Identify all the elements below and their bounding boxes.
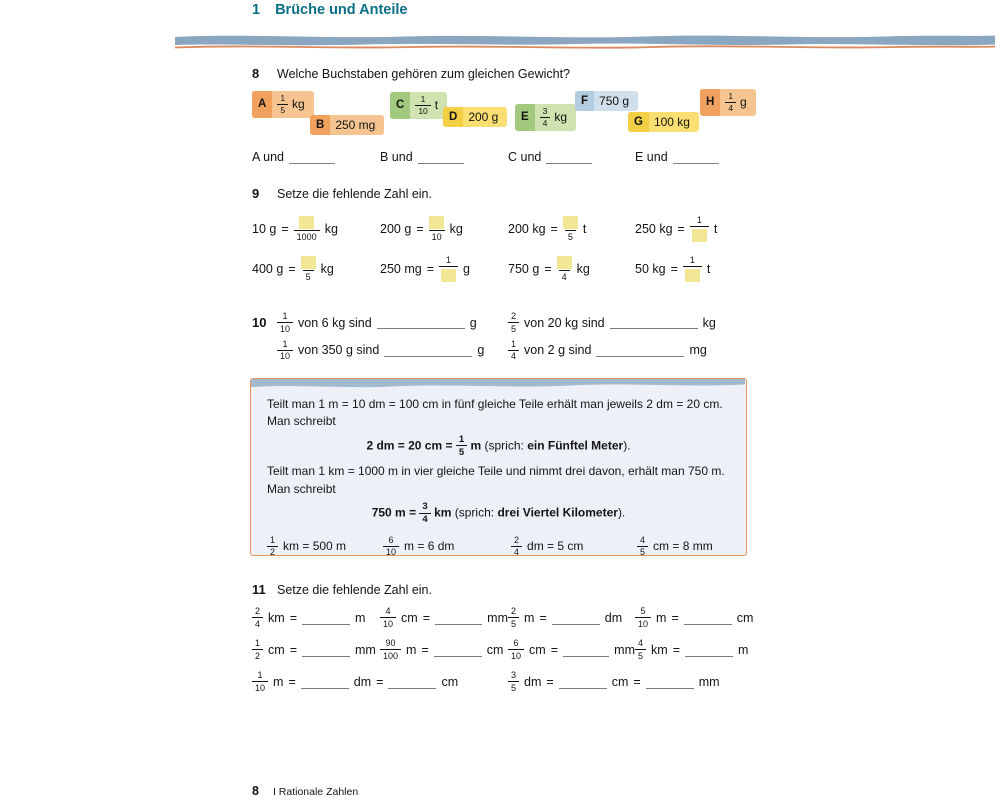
conversion-item <box>508 607 635 629</box>
exercise-number: 11 <box>252 582 266 597</box>
example-text: m = 6 dm <box>404 538 455 553</box>
equation-lhs: 200 g <box>380 222 412 236</box>
chapter-number: 1 <box>252 2 261 18</box>
answer-blank[interactable] <box>673 151 719 164</box>
example-item <box>383 536 511 558</box>
fraction: 6 10 <box>508 639 524 661</box>
fraction: 2 5 <box>508 312 519 334</box>
exercise-10 <box>252 312 716 361</box>
answer-blank[interactable] <box>685 644 733 657</box>
equation-lhs: 400 g <box>252 262 284 276</box>
decorative-wave-band <box>175 31 995 51</box>
tag-value: 200 g <box>468 110 499 124</box>
equation-item <box>252 256 380 282</box>
footer-page-number: 8 <box>252 784 259 798</box>
weight-tag-f <box>575 91 638 111</box>
equation-item <box>252 216 380 242</box>
equation-lhs: 50 kg <box>635 262 666 276</box>
equals-sign: = <box>539 611 547 625</box>
fraction: 1 10 <box>252 671 268 693</box>
result-unit: dm <box>353 675 372 689</box>
equation-unit: g <box>463 262 470 276</box>
fraction: 1 <box>683 256 702 282</box>
formula-lhs: 750 m = <box>371 505 417 520</box>
unit: m <box>524 611 535 625</box>
result-unit: dm <box>604 611 623 625</box>
equation-unit: kg <box>324 222 338 236</box>
exercise-11-row-1 <box>252 605 753 631</box>
equation-unit: t <box>713 222 718 236</box>
equation-item <box>635 216 717 242</box>
result-unit: mm <box>614 643 635 657</box>
fraction: 2 4 <box>252 607 263 629</box>
fraction: 1 10 <box>277 312 293 334</box>
formula-lhs: 2 dm = 20 cm = <box>366 438 453 453</box>
info-text-line: Teilt man 1 m = 10 dm = 100 cm in fünf gleiche Teile erhält man jeweils 2 dm = 20 cm. <box>267 397 723 411</box>
formula-unit: m <box>470 438 482 453</box>
answer-blank[interactable] <box>301 676 349 689</box>
answer-item <box>380 150 508 164</box>
equals-sign: = <box>672 643 680 657</box>
answer-blank[interactable] <box>377 316 465 329</box>
info-text-line: Man schreibt <box>267 481 336 496</box>
answer-box[interactable] <box>299 216 314 229</box>
result-unit: mm <box>487 611 508 625</box>
answer-blank[interactable] <box>388 676 436 689</box>
fraction: 1 10 <box>277 340 293 362</box>
portion-item <box>508 340 716 362</box>
result-unit: mm <box>355 643 376 657</box>
tag-letter: D <box>443 107 463 127</box>
result-unit: m <box>355 611 366 625</box>
tag-unit: t <box>434 98 439 113</box>
equals-sign: = <box>670 262 678 276</box>
exercise-10-row-2 <box>252 340 716 362</box>
result-unit: cm <box>486 643 504 657</box>
result-unit: cm <box>736 611 754 625</box>
equation-item <box>635 256 717 282</box>
answer-blank[interactable] <box>289 151 335 164</box>
equals-sign: = <box>289 611 297 625</box>
equals-sign: = <box>422 611 430 625</box>
formula-end: ). <box>623 438 631 453</box>
unit: dm <box>524 675 542 689</box>
formula-name: drei Viertel Kilometer <box>497 505 618 520</box>
answer-box[interactable] <box>441 269 456 282</box>
chapter-heading <box>252 2 407 18</box>
answer-blank[interactable] <box>610 316 698 329</box>
equals-sign: = <box>550 222 558 236</box>
tag-letter: A <box>252 91 272 118</box>
weight-tag-b <box>310 115 384 135</box>
conversion-item <box>380 607 508 629</box>
fraction: $\frac{3}{4}$ <box>419 502 430 525</box>
equals-sign: = <box>671 611 679 625</box>
exercise-prompt: Setze die fehlende Zahl ein. <box>277 187 432 201</box>
answer-blank[interactable] <box>596 344 684 357</box>
exercise-11 <box>252 582 753 695</box>
portion-text: von 350 g sind <box>298 343 380 358</box>
answer-blank[interactable] <box>384 344 472 357</box>
formula-2 <box>267 502 730 525</box>
tag-unit: g <box>740 95 747 110</box>
weight-tag-c <box>390 92 447 119</box>
answer-label: E und <box>635 150 668 164</box>
conversion-item <box>252 671 508 693</box>
equation-item <box>508 256 635 282</box>
answer-blank[interactable] <box>563 644 609 657</box>
equals-sign: = <box>546 675 554 689</box>
equals-sign: = <box>416 222 424 236</box>
answer-box[interactable] <box>692 229 707 242</box>
formula-sprich: (sprich: <box>454 505 495 520</box>
exercise-11-prompt-row <box>252 582 753 597</box>
tag-letter: E <box>515 104 535 131</box>
answer-blank[interactable] <box>646 676 694 689</box>
weight-tag-e <box>515 104 576 131</box>
answer-label: A und <box>252 150 284 164</box>
example-item <box>511 536 637 558</box>
exercise-10-row-1 <box>252 312 716 334</box>
portion-item <box>277 340 508 362</box>
exercise-9-row-2 <box>252 251 717 287</box>
formula-sprich: (sprich: <box>484 438 524 453</box>
info-text-line: Man schreibt <box>267 414 336 429</box>
conversion-item <box>508 639 635 661</box>
fraction: 4 5 <box>635 639 646 661</box>
example-text: km = 500 m <box>283 538 347 553</box>
equation-lhs: 10 g <box>252 222 277 236</box>
tag-letter: G <box>628 112 649 132</box>
page-footer <box>252 784 358 798</box>
unit: km <box>651 643 668 657</box>
equals-sign: = <box>289 643 297 657</box>
equation-lhs: 250 kg <box>635 222 673 236</box>
exercise-8-answers <box>252 150 772 164</box>
equation-unit: kg <box>449 222 463 236</box>
unit: mg <box>689 343 707 358</box>
fraction: 3 4 <box>540 107 551 128</box>
unit: cm <box>268 643 285 657</box>
equation-item <box>380 216 508 242</box>
fraction: 2 5 <box>508 607 519 629</box>
exercise-11-row-3 <box>252 669 753 695</box>
tag-unit: kg <box>292 97 305 112</box>
equation-item <box>508 216 635 242</box>
fraction: 4 <box>557 256 572 282</box>
tag-value: 100 kg <box>653 115 690 129</box>
fraction: 1 <box>690 216 709 242</box>
weight-tag-h <box>700 89 756 116</box>
fraction: 1 <box>439 256 458 282</box>
exercise-8-prompt-row <box>252 66 772 81</box>
answer-blank[interactable] <box>302 644 350 657</box>
fraction: $\frac{1}{5}$ <box>456 435 467 458</box>
answer-box[interactable] <box>301 256 316 269</box>
exercise-prompt: Setze die fehlende Zahl ein. <box>277 583 432 597</box>
answer-item <box>508 150 635 164</box>
equals-sign: = <box>288 675 296 689</box>
result-unit-2: mm <box>698 675 720 689</box>
fraction: 4 10 <box>380 607 396 629</box>
exercise-number: 8 <box>252 66 260 81</box>
conversion-item <box>635 607 753 629</box>
tag-letter: H <box>700 89 720 116</box>
fraction: 1 4 <box>725 92 736 113</box>
equation-lhs: 750 g <box>508 262 540 276</box>
info-box-examples <box>267 536 730 558</box>
exercise-9-prompt-row <box>252 186 717 201</box>
portion-item <box>508 312 716 334</box>
portion-text: von 6 kg sind <box>298 315 372 330</box>
fraction: 1 5 <box>277 94 288 115</box>
result-unit: cm <box>611 675 629 689</box>
weight-tag-a <box>252 91 314 118</box>
conversion-item <box>635 639 753 661</box>
example-item <box>267 536 383 558</box>
example-item <box>637 536 730 558</box>
fraction: 3 5 <box>508 671 519 693</box>
unit: kg <box>702 315 716 330</box>
equals-sign: = <box>376 675 384 689</box>
fraction: 1 2 <box>252 639 263 661</box>
tag-letter: B <box>310 115 330 135</box>
fraction: 1 2 <box>267 536 278 558</box>
fraction: 10 <box>429 216 445 242</box>
answer-box[interactable] <box>557 256 572 269</box>
fraction: 2 4 <box>511 536 522 558</box>
unit: g <box>477 343 485 358</box>
answer-box[interactable] <box>685 269 700 282</box>
answer-item <box>252 150 380 164</box>
answer-item <box>635 150 772 164</box>
weight-tag-g <box>628 112 699 132</box>
tag-letter: C <box>390 92 410 119</box>
fraction: 1 4 <box>508 340 519 362</box>
answer-blank[interactable] <box>546 151 592 164</box>
exercise-prompt: Welche Buchstaben gehören zum gleichen Gewicht? <box>277 67 570 81</box>
unit: cm <box>529 643 546 657</box>
answer-box[interactable] <box>563 216 578 229</box>
conversion-item <box>380 639 508 661</box>
equals-sign: = <box>677 222 685 236</box>
answer-blank[interactable] <box>418 151 464 164</box>
formula-1 <box>267 435 730 458</box>
formula-unit: km <box>434 505 452 520</box>
exercise-11-row-2 <box>252 637 753 663</box>
fraction: 1000 <box>294 216 320 242</box>
equals-sign: = <box>633 675 641 689</box>
exercise-number: 9 <box>252 186 260 201</box>
conversion-item <box>252 639 380 661</box>
answer-blank[interactable] <box>435 612 482 625</box>
conversion-item <box>508 671 753 693</box>
fraction: 5 <box>563 216 578 242</box>
answer-blank[interactable] <box>434 644 482 657</box>
fraction: 6 10 <box>383 536 399 558</box>
equation-lhs: 250 mg <box>380 262 422 276</box>
unit: m <box>656 611 667 625</box>
formula-end: ). <box>617 505 626 520</box>
answer-blank[interactable] <box>684 612 732 625</box>
answer-label: B und <box>380 150 413 164</box>
info-box <box>250 378 747 556</box>
unit: km <box>268 611 285 625</box>
answer-blank[interactable] <box>552 612 600 625</box>
equals-sign: = <box>544 262 552 276</box>
portion-text: von 2 g sind <box>524 343 592 358</box>
tag-value: 250 mg <box>335 118 376 132</box>
tag-letter: F <box>575 91 594 111</box>
equals-sign: = <box>421 643 429 657</box>
tag-unit: kg <box>554 110 568 125</box>
chapter-title: Brüche und Anteile <box>275 2 408 18</box>
answer-box[interactable] <box>429 216 444 229</box>
exercise-8 <box>252 66 772 164</box>
equation-unit: t <box>706 262 711 276</box>
fraction: 90 100 <box>380 639 401 661</box>
formula-name: ein Fünftel Meter <box>527 438 624 453</box>
unit: m <box>273 675 284 689</box>
fraction: 5 <box>301 256 316 282</box>
portion-item <box>277 312 508 334</box>
weight-tag-d <box>443 107 507 127</box>
answer-blank[interactable] <box>302 612 350 625</box>
unit: g <box>469 315 477 330</box>
result-unit: m <box>738 643 749 657</box>
answer-blank[interactable] <box>559 676 607 689</box>
unit: m <box>406 643 417 657</box>
fraction: 5 10 <box>635 607 651 629</box>
example-text: cm = 8 mm <box>653 538 713 553</box>
equation-unit: kg <box>320 262 334 276</box>
exercise-9-row-1 <box>252 211 717 247</box>
equals-sign: = <box>288 262 296 276</box>
equation-item <box>380 256 508 282</box>
unit: cm <box>401 611 418 625</box>
equation-lhs: 200 kg <box>508 222 546 236</box>
exercise-9 <box>252 186 717 287</box>
example-text: dm = 5 cm <box>527 538 584 553</box>
equals-sign: = <box>426 262 435 276</box>
info-text-line: Teilt man 1 km = 1000 m in vier gleiche Teile und nimmt drei davon, erhält man 750 m. <box>267 464 725 479</box>
exercise-number: 10 <box>252 315 267 331</box>
footer-section-title: I Rationale Zahlen <box>272 786 359 798</box>
conversion-item <box>252 607 380 629</box>
fraction: 1 10 <box>415 95 430 116</box>
fraction: 4 5 <box>637 536 648 558</box>
equals-sign: = <box>550 643 558 657</box>
answer-label: C und <box>508 150 542 164</box>
equation-unit: kg <box>576 262 590 276</box>
portion-text: von 20 kg sind <box>524 315 605 330</box>
equals-sign: = <box>281 222 289 236</box>
result-unit-2: cm <box>441 675 459 689</box>
tag-value: 750 g <box>599 94 630 108</box>
equation-unit: t <box>582 222 587 236</box>
weight-tags <box>252 88 772 146</box>
